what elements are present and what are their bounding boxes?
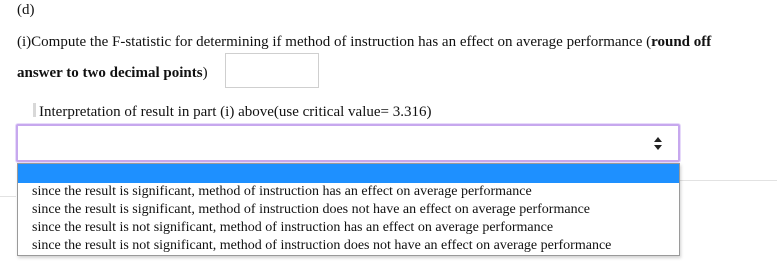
divider (680, 180, 777, 181)
option-blank[interactable] (18, 164, 679, 183)
question-bold-text-2: answer to two decimal points (17, 65, 203, 81)
question-line-2 (17, 64, 208, 83)
divider-left (0, 196, 16, 197)
option-not-significant-no-effect[interactable]: since the result is not significant, method of instruction does not have an effect on average performance (32, 238, 612, 253)
f-statistic-answer-input[interactable] (225, 53, 319, 88)
part-label: (d) (17, 2, 35, 18)
interpretation-label (33, 103, 431, 121)
text-cursor-mark (33, 103, 36, 117)
question-close-paren: ) (202, 65, 208, 81)
option-not-significant-has-effect[interactable]: since the result is not significant, method of instruction has an effect on average performance (32, 220, 554, 235)
question-bold-text-1: round off (651, 34, 712, 50)
updown-chevron-icon[interactable] (654, 137, 662, 151)
interpretation-select[interactable] (16, 124, 680, 162)
question-line-1 (17, 33, 711, 52)
question-plain-text: (i)Compute the F-statistic for determining if method of instruction has an effect on average performance ( (17, 34, 652, 50)
option-significant-no-effect[interactable]: since the result is significant, method of instruction does not have an effect on average performance (32, 202, 590, 217)
option-significant-has-effect[interactable]: since the result is significant, method of instruction has an effect on average performance (32, 184, 532, 199)
interpretation-options-list[interactable] (17, 163, 680, 256)
interpretation-text: Interpretation of result in part (i) above(use critical value= 3.316) (39, 104, 432, 120)
